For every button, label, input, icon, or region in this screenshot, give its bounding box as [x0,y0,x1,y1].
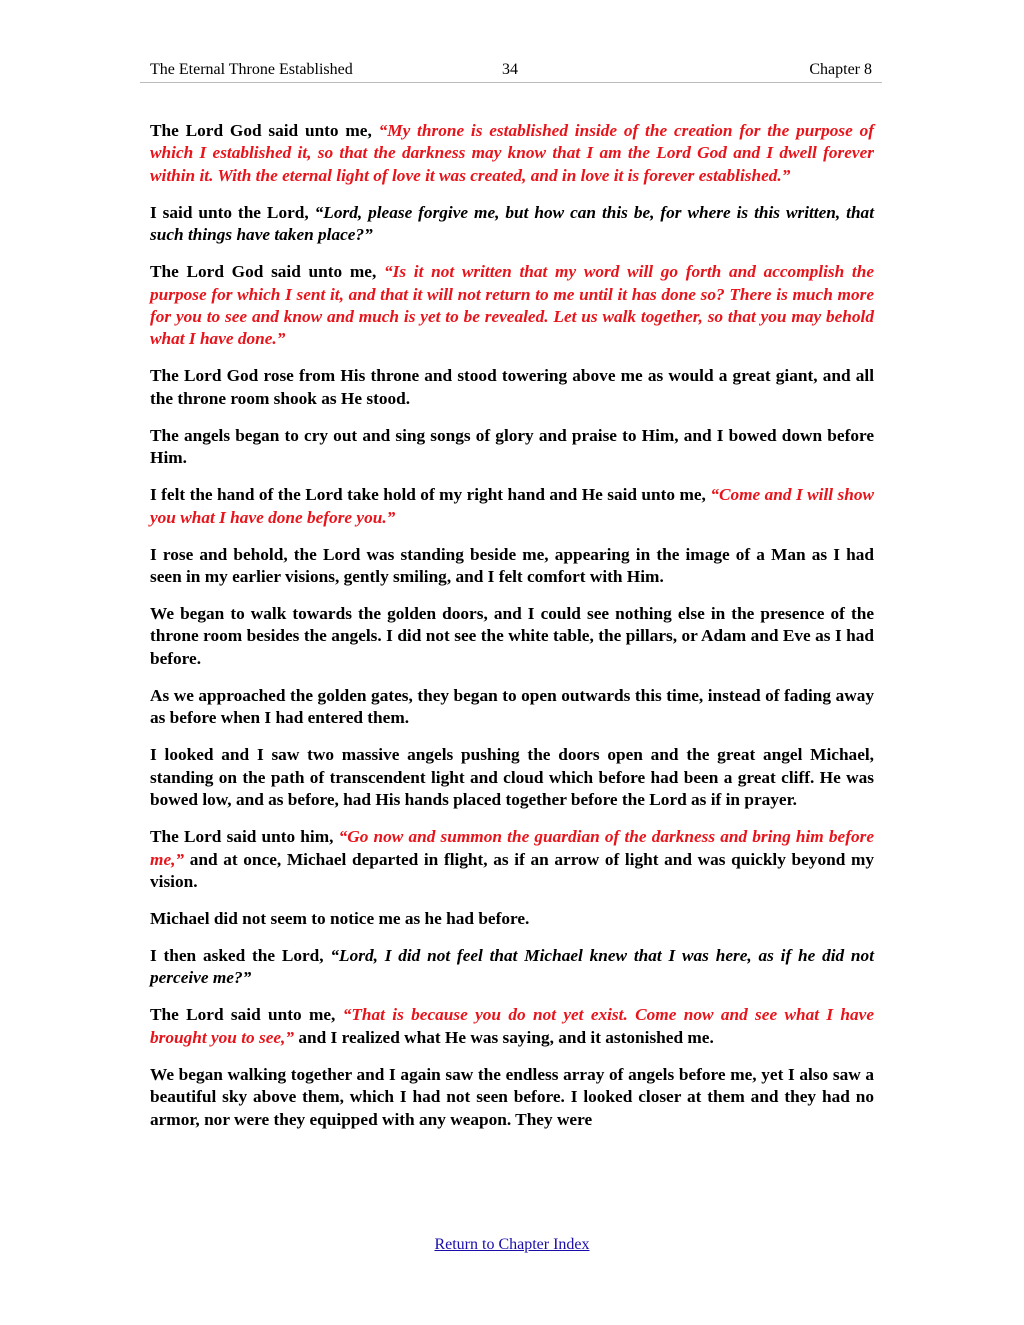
narrator-quote: “Lord, I did not feel that Michael knew that I was here, as if he did not perceive me?” [150,945,874,988]
paragraph [150,202,874,247]
narration: The Lord said unto me, [150,1005,343,1025]
paragraph [150,120,874,187]
paragraph: I rose and behold, the Lord was standing beside me, appearing in the image of a Man as I had seen in my earlier visions, gently smiling, and I felt comfort with Him. [150,544,874,587]
lord-quote: “Come and I will show you what I have done before you.” [150,485,874,527]
narration: The Lord said unto him, [150,827,339,847]
narration: and I realized what He was saying, and it astonished me. [294,1027,714,1047]
paragraph: We began walking together and I again saw the endless array of angels before me, yet I also saw a beautiful sky above them, which I had not seen before. I looked closer at them and they had no armor, nor were they equipped with any weapon. They were [150,1064,874,1129]
page-header [140,60,882,83]
lord-quote: “Go now and summon the guardian of the darkness and bring him before me,” [150,827,874,869]
page-footer [0,1236,1024,1254]
paragraph: The angels began to cry out and sing songs of glory and praise to Him, and I bowed down before Him. [150,425,874,468]
narrator-quote: “Lord, please forgive me, but how can this be, for where is this written, that such things have taken place?” [150,202,874,245]
paragraph [150,1004,874,1049]
narration: I said unto the Lord, [150,202,315,222]
paragraph: The Lord God rose from His throne and stood towering above me as would a great giant, and all the throne room shook as He stood. [150,366,874,408]
narration: I felt the hand of the Lord take hold of my right hand and He said unto me, [150,485,711,505]
paragraph: As we approached the golden gates, they began to open outwards this time, instead of fading away as before when I had entered them. [150,685,874,728]
page-number: 34 [502,61,518,78]
lord-quote: “My throne is established inside of the creation for the purpose of which I established it, so that the darkness may know that I am the Lord God and I dwell forever within it. With the eternal light of love it was created, and in love it is forever established.” [150,121,874,185]
chapter-label: Chapter 8 [809,61,872,78]
narration: I then asked the Lord, [150,945,331,965]
paragraph [150,484,874,529]
paragraph: Michael did not seem to notice me as he had before. [150,908,530,928]
narration: The Lord God said unto me, [150,121,379,140]
paragraph: We began to walk towards the golden doors, and I could see nothing else in the presence of the throne room besides the angels. I did not see the white table, the pillars, or Adam and Eve as I had before. [150,604,874,668]
paragraph [150,826,874,893]
narration: The Lord God said unto me, [150,262,384,282]
body-text [150,120,874,1146]
return-to-chapter-index-link[interactable]: Return to Chapter Index [434,1236,590,1253]
paragraph [150,945,874,990]
paragraph [150,261,874,351]
book-title: The Eternal Throne Established [150,61,353,78]
lord-quote: “That is because you do not yet exist. Come now and see what I have brought you to see,” [150,1005,874,1047]
narration: and at once, Michael departed in flight, as if an arrow of light and was quickly beyond my vision. [150,849,874,891]
lord-quote: “Is it not written that my word will go forth and accomplish the purpose for which I sent it, and that it will not return to me until it has done so? There is much more for you to see and know and much is yet to be revealed. Let us walk together, so that you may behold what I have done.” [150,262,875,349]
paragraph: I looked and I saw two massive angels pushing the doors open and the great angel Michael, standing on the path of transcendent light and cloud which before had been a great cliff. He was bowed low, and as before, had His hands placed together before the Lord as if in prayer. [150,745,874,810]
